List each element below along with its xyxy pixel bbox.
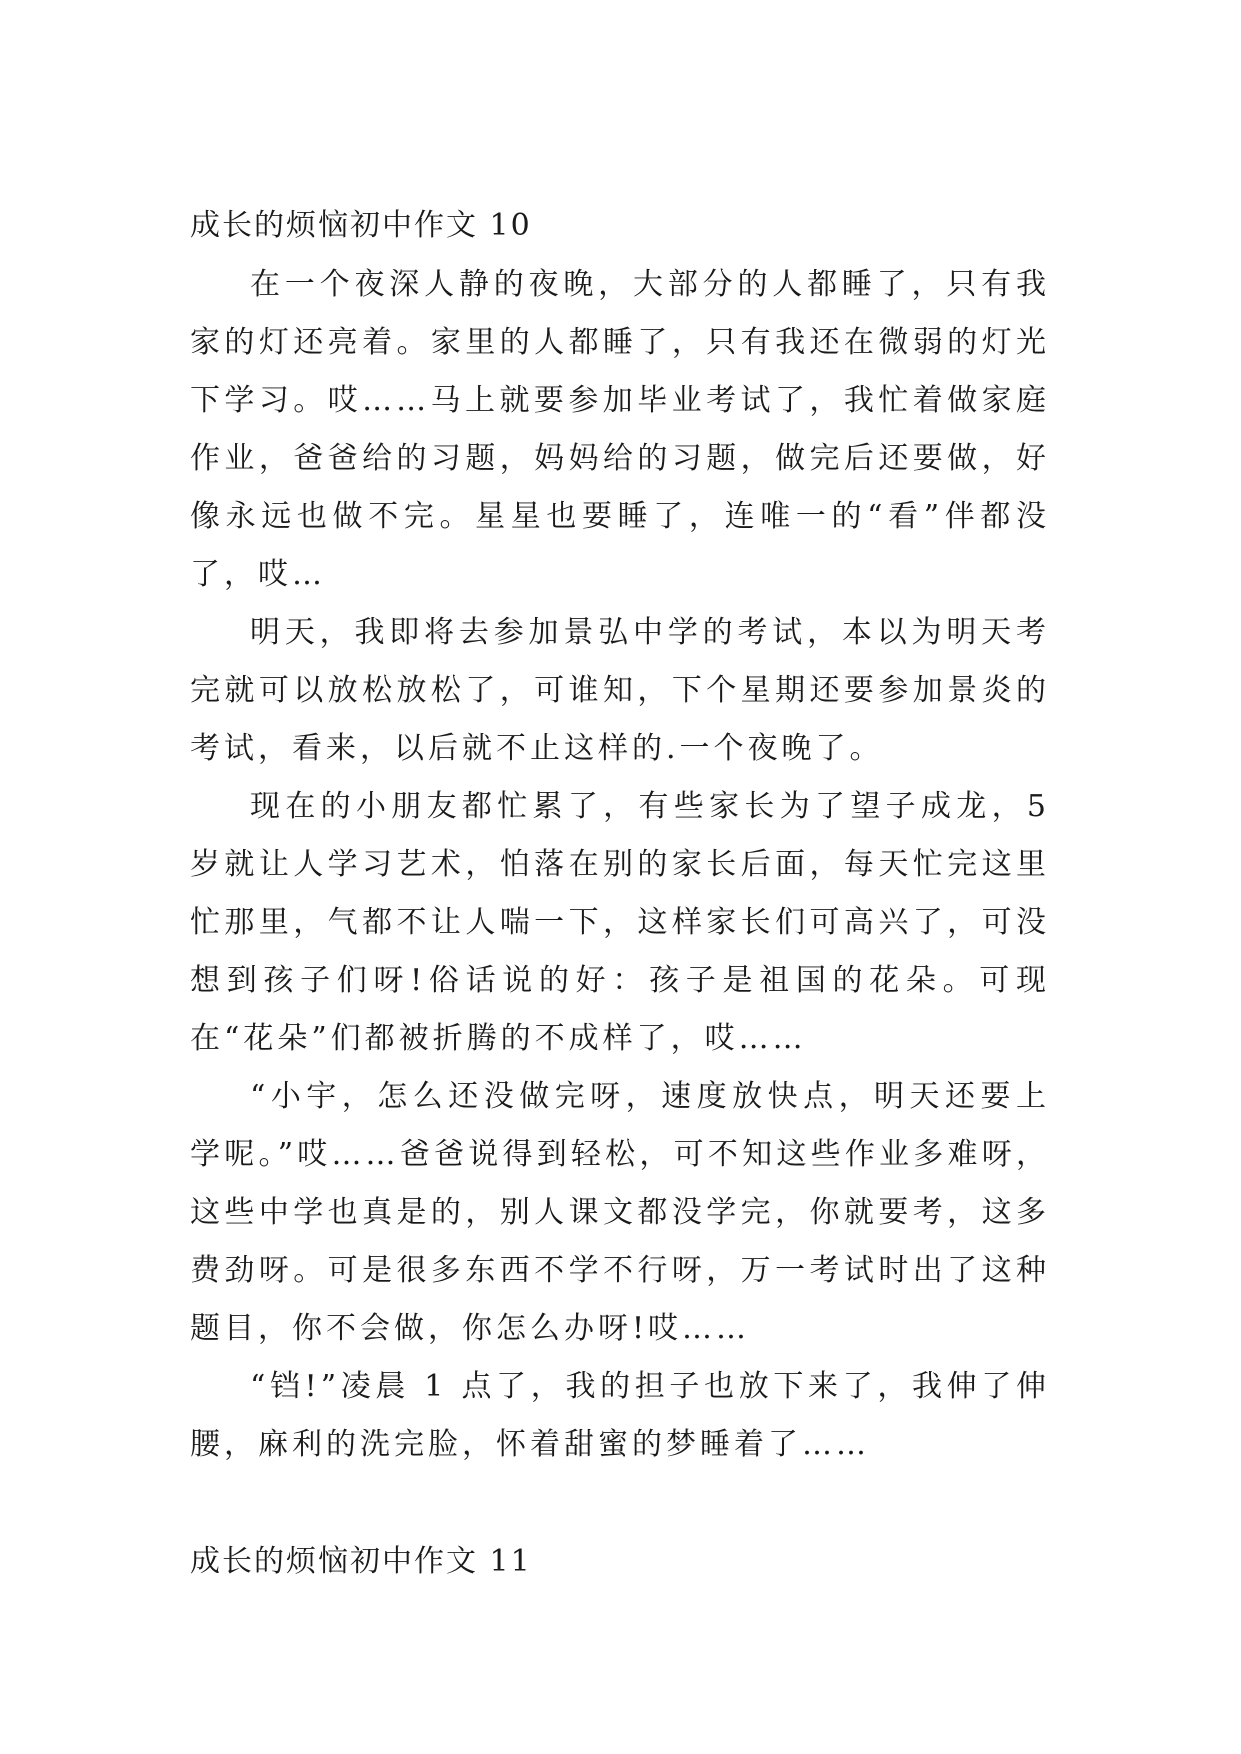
section-title: 成长的烦恼初中作文 11 bbox=[190, 1544, 532, 1579]
paragraph: 现在的小朋友都忙累了，有些家长为了望子成龙，5 岁就让人学习艺术，怕落在别的家长后面，每天忙完这里忙那里，气都不让人喘一下，这样家长们可高兴了，可没想到孩子们呀!俗话说的好：孩子是祖国的花朵。可现在“花朵”们都被折腾的不成样了，哎…… bbox=[190, 789, 1050, 1056]
paragraph: 在一个夜深人静的夜晚，大部分的人都睡了，只有我家的灯还亮着。家里的人都睡了，只有我还在微弱的灯光下学习。哎……马上就要参加毕业考试了，我忙着做家庭作业，爸爸给的习题，妈妈给的习题，做完后还要做，好像永远也做不完。星星也要睡了，连唯一的“看”伴都没了，哎… bbox=[190, 267, 1050, 592]
section-title: 成长的烦恼初中作文 10 bbox=[190, 208, 532, 243]
paragraph: “小宇，怎么还没做完呀，速度放快点，明天还要上学呢。”哎……爸爸说得到轻松，可不知这些作业多难呀，这些中学也真是的，别人课文都没学完，你就要考，这多费劲呀。可是很多东西不学不行呀，万一考试时出了这种题目，你不会做，你怎么办呀!哎…… bbox=[190, 1079, 1050, 1346]
document-body bbox=[190, 196, 1050, 1592]
paragraph: 明天，我即将去参加景弘中学的考试，本以为明天考完就可以放松放松了，可谁知，下个星期还要参加景炎的考试，看来，以后就不止这样的.一个夜晚了。 bbox=[190, 615, 1050, 766]
paragraph: “铛!”凌晨 1 点了，我的担子也放下来了，我伸了伸腰，麻利的洗完脸，怀着甜蜜的梦睡着了…… bbox=[190, 1369, 1050, 1462]
